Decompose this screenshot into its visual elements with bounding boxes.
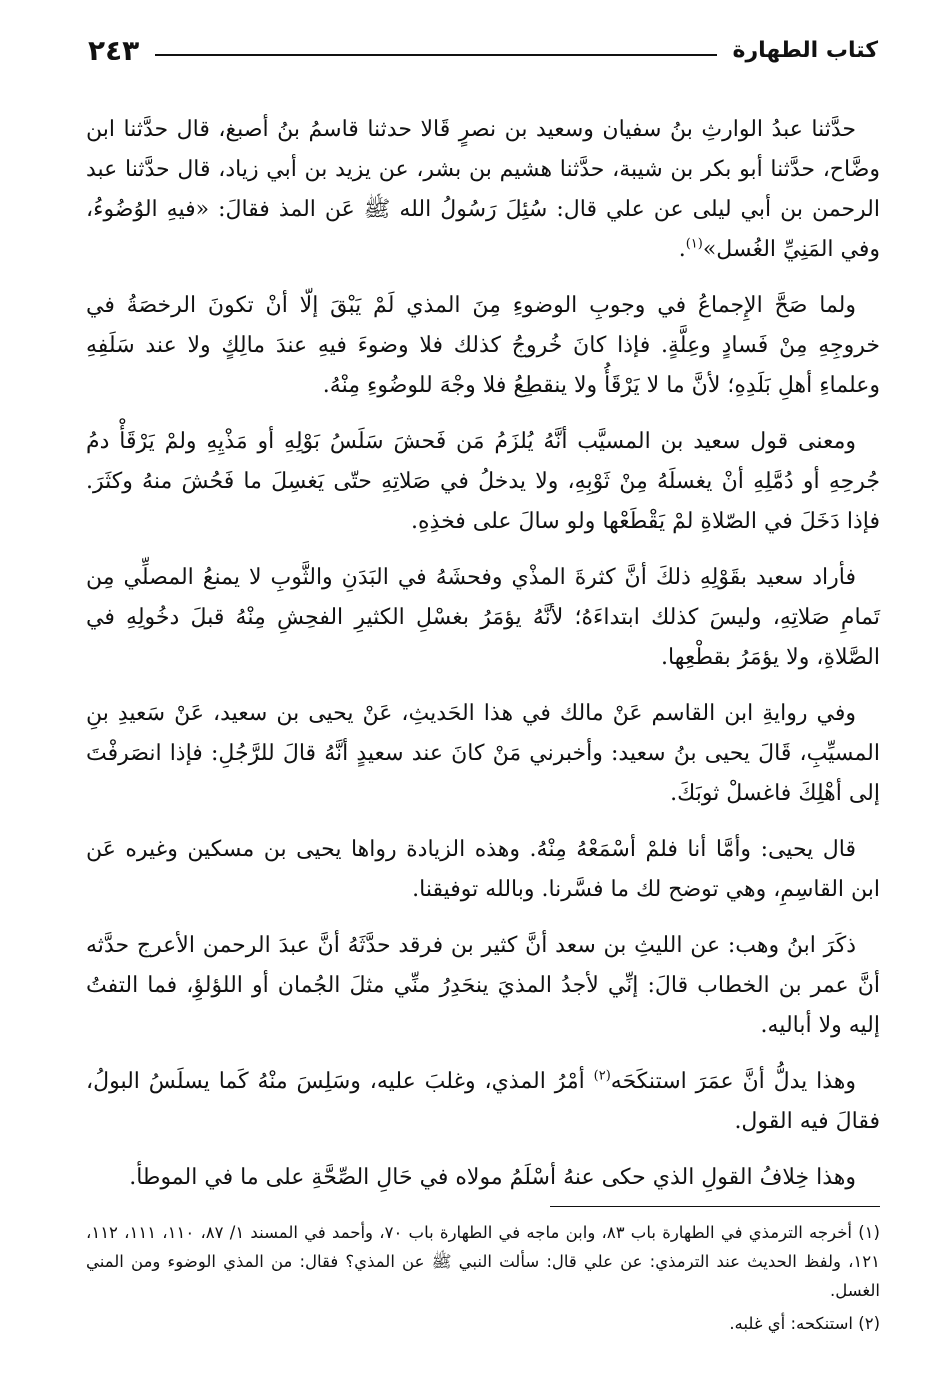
paragraph (86, 830, 880, 910)
paragraph-text: وفي روايةِ ابن القاسم عَنْ مالك في هذا الحَديثِ، عَنْ يحيى بن سعيد، عَنْ سَعيدِ بنِ المسيِّبِ، قَالَ يحيى بنُ سعيد: وأخبرني مَنْ كانَ عند سعيدٍ أنَّهُ قالَ للرَّجُلِ: فإذا انصَرفْتَ إلى أهْلِكَ فاغسلْ ثوبَكَ. (86, 701, 880, 806)
paragraph (86, 286, 880, 406)
footnote-separator (550, 1206, 880, 1207)
paragraph (86, 558, 880, 678)
paragraph-text: قال يحيى: وأمَّا أنا فلمْ أسْمَعْهُ مِنْهُ. وهذه الزيادة رواها يحيى بن مسكين وغيره عَن ابن القاسِمِ، وهي توضح لك ما فسَّرنا. وبالله توفيقنا. (86, 837, 880, 902)
paragraph-text: حدَّثنا عبدُ الوارثِ بنُ سفيان وسعيد بن نصرٍ قَالا حدثنا قاسمُ بنُ أصبغ، قال حدَّثنا ابن وضَّاح، حدَّثنا أبو بكر بن شيبة، حدَّثنا هشيم بن بشر، عن يزيد بن أبي زياد، قال حدَّثنا عبد الرحمن بن أبي ليلى عن علي قال: سُئِلَ رَسُولُ الله ﷺ عَن المذ فقالَ: «فيهِ الوُضُوءُ، وفي المَنِيِّ الغُسل» (86, 117, 880, 262)
main-text (86, 110, 880, 1214)
paragraph-text-tail: . (678, 237, 686, 262)
footnote-ref: (٢) (593, 1068, 611, 1084)
paragraph-text: وهذا يدلُّ أنَّ عمَرَ استنكَحَه (610, 1069, 856, 1094)
paragraph (86, 110, 880, 270)
paragraph-text: ومعنى قول سعيد بن المسيَّب أنَّهُ يُلزَمُ مَن فَحشَ سَلَسُ بَوْلِهِ أو مَذْيِهِ ولمْ يَرْقَأْ دمُ جُرحِهِ أو دُمَّلِهِ أنْ يغسلَهُ مِنْ ثَوْبِهِ، ولا يدخلُ في صَلاتِهِ حتّى يَغسِلَ ما فَحُشَ منهُ وكثَرَ. فإذا دَخَلَ في الصّلاةِ لمْ يَقْطَعْها ولو سالَ على فخذِهِ. (86, 429, 880, 534)
paragraph (86, 926, 880, 1046)
paragraph (86, 1158, 880, 1198)
paragraph-text: وهذا خِلافُ القولِ الذي حكى عنهُ أسْلَمُ مولاه في حَالِ الصِّحَّةِ على ما في الموطأ. (129, 1165, 856, 1190)
chapter-title: كتاب الطهارة (732, 37, 878, 63)
footnote: (١) أخرجه الترمذي في الطهارة باب ٨٣، وابن ماجه في الطهارة باب ٧٠، وأحمد في المسند ١/ ٨٧، ١١٠، ١١١، ١١٢، ١٢١، ولفظ الحديث عند الترمذي: عن علي قال: سألت النبي ﷺ عن المذي؟ فقال: من المذي الوضوء ومن المني الغسل. (86, 1223, 880, 1300)
footnote: (٢) استنكحه: أي غلبه. (729, 1314, 880, 1333)
paragraph-text: ذكَرَ ابنُ وهب: عن الليثِ بن سعد أنَّ كثير بن فرقد حدَّثَهُ أنَّ عبدَ الرحمن الأعرج حدَّثه أنَّ عمر بن الخطاب قالَ: إنِّي لأجدُ المذيَ ينحَدِرُ منِّي مثلَ الجُمان أو اللؤلؤِ، فما التفتُ إليه ولا أباليه. (86, 933, 880, 1038)
paragraph (86, 422, 880, 542)
footnote-ref: (١) (685, 236, 703, 252)
paragraph (86, 694, 880, 814)
paragraph (86, 1062, 880, 1142)
paragraph-text: ولما صَحَّ الإِجماعُ في وجوبِ الوضوءِ مِنَ المذي لَمْ يَبْقَ إلّا أنْ تكونَ الرخصَةُ في خروجِهِ مِنْ فَسادٍ وعِلَّةٍ. فإذا كانَ خُروجُ كذلك فلا وضوءَ فيهِ عندَ مالِكٍ ولا عند سَلَفِهِ وعلماءِ أهلِ بَلَدِهِ؛ لأنَّ ما لا يَرْقَأُ ولا ينقطِعُ فلا وجْهَ للوضُوءِ مِنْهُ. (86, 293, 880, 398)
header-rule (155, 54, 716, 56)
footnotes (86, 1218, 880, 1342)
paragraph-text: فأراد سعيد بقَوْلِهِ ذلكَ أنَّ كثرةَ المذْي وفحشَهُ في البَدَنِ والثَّوبِ لا يمنعُ المصلِّي مِن تَمامِ صَلاتِهِ، وليسَ كذلك ابتداءَهُ؛ لأنَّهُ يؤمَرُ بغسْلِ الكثيرِ الفحِشِ مِنْهُ قبلَ دخُولِهِ في الصَّلاةِ، ولا يؤمَرُ بقطْعِها. (86, 565, 880, 670)
paragraph-text-tail: أمْرُ المذي، وغلبَ عليه، وسَلِسَ منْهُ كَما يسلَسُ البولُ، فقالَ فيه القول. (86, 1069, 880, 1134)
running-header (88, 28, 878, 72)
page-number: ٢٤٣ (88, 33, 140, 67)
